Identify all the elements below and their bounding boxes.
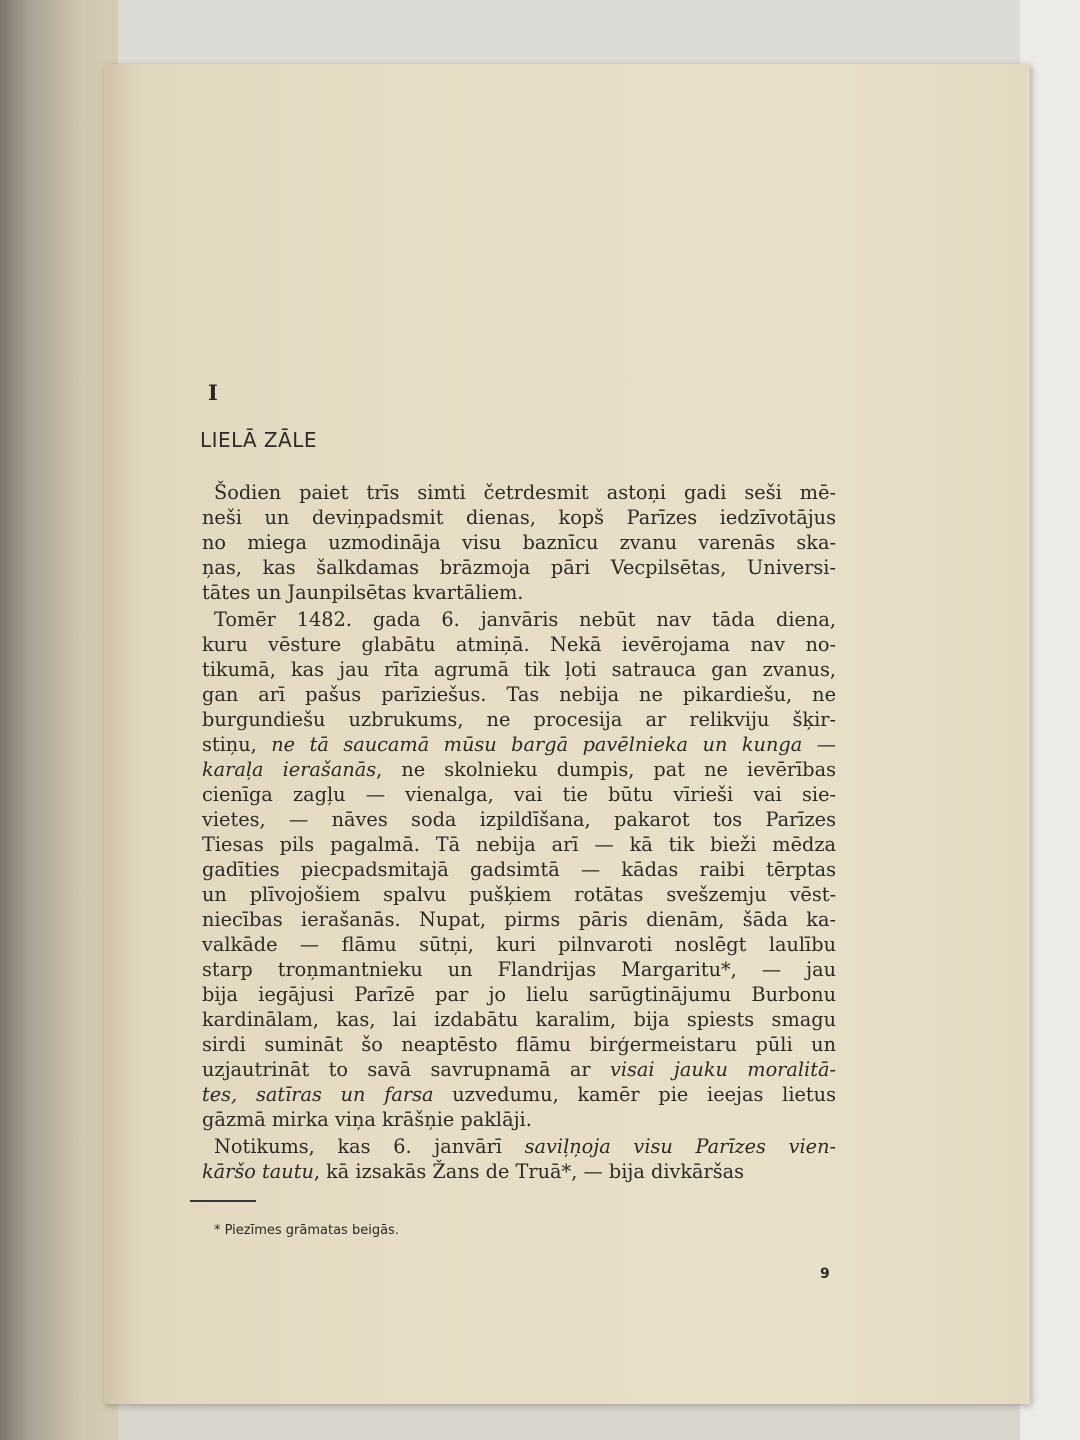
text: kardinālam, kas, lai izdabātu karalim, bija spiests smagu <box>202 1008 836 1031</box>
text: un plīvojošiem spalvu pušķiem rotātas svešzemju vēst- <box>202 883 836 906</box>
text-line <box>202 782 836 807</box>
paragraph <box>202 607 836 1132</box>
text-line <box>202 907 836 932</box>
text: vietes, — nāves soda izpildīšana, pakarot tos Parīzes <box>202 808 836 831</box>
text: uzjautrināt to savā savrupnamā ar <box>202 1058 610 1081</box>
footnote-divider <box>190 1200 256 1202</box>
text: ņas, kas šalkdamas brāzmoja pāri Vecpilsētas, Universi- <box>202 556 836 579</box>
paragraph <box>202 1134 836 1184</box>
text-line <box>202 982 836 1007</box>
text: kuru vēsture glabātu atmiņā. Nekā ievērojama nav no- <box>202 633 836 656</box>
text-line <box>202 1159 836 1184</box>
text-line <box>202 1032 836 1057</box>
text-line <box>202 857 836 882</box>
book-cover-edge <box>0 0 118 1440</box>
text: , ne skolnieku dumpis, pat ne ievērības <box>376 758 837 781</box>
italic-text: visai jauku moralitā- <box>609 1058 836 1081</box>
text: gadīties piecpadsmitajā gadsimtā — kādas raibi tērptas <box>202 858 836 881</box>
paragraph <box>202 480 836 605</box>
text: neši un deviņpadsmit dienas, kopš Parīzes iedzīvotājus <box>202 506 836 529</box>
text: cienīga zagļu — vienalga, vai tie būtu vīrieši vai sie- <box>202 783 836 806</box>
text-line <box>202 832 836 857</box>
text: gāzmā mirka viņa krāšņie paklāji. <box>202 1108 532 1131</box>
text: gan arī pašus parīziešus. Tas nebija ne pikardiešu, ne <box>202 683 836 706</box>
text-line <box>202 505 836 530</box>
text: Tiesas pils pagalmā. Tā nebija arī — kā tik bieži mēdza <box>202 833 836 856</box>
text-line <box>202 882 836 907</box>
text: Tomēr 1482. gada 6. janvāris nebūt nav tāda diena, <box>214 608 836 631</box>
text-line <box>202 1134 836 1159</box>
text: bija iegājusi Parīzē par jo lielu sarūgtinājumu Burbonu <box>202 983 836 1006</box>
text-line <box>202 732 836 757</box>
italic-text: kāršo tautu <box>202 1160 314 1183</box>
text-line <box>202 932 836 957</box>
text: niecības ierašanās. Nupat, pirms pāris dienām, šāda ka- <box>202 908 836 931</box>
page-number: 9 <box>820 1266 830 1282</box>
text-line <box>202 1057 836 1082</box>
text-line <box>202 480 836 505</box>
text-line <box>202 1007 836 1032</box>
text-line <box>202 682 836 707</box>
footnote: * Piezīmes grāmatas beigās. <box>214 1223 399 1238</box>
text: sirdi sumināt šo neaptēsto flāmu birģermeistaru pūli un <box>202 1033 836 1056</box>
text-line <box>202 530 836 555</box>
text-line <box>202 1082 836 1107</box>
text-line <box>202 555 836 580</box>
text-line <box>202 657 836 682</box>
body-text <box>202 480 836 1184</box>
text: uzvedumu, kamēr pie ieejas lietus <box>433 1083 836 1106</box>
background-top <box>104 0 1030 64</box>
chapter-number: I <box>208 380 218 405</box>
text: no miega uzmodināja visu baznīcu zvanu varenās ska- <box>202 531 836 554</box>
text: stiņu, <box>202 733 272 756</box>
text-line <box>202 580 836 605</box>
chapter-title: LIELĀ ZĀLE <box>200 428 318 452</box>
italic-text: karaļa ierašanās <box>202 758 377 781</box>
italic-text: tes, satīras un farsa <box>202 1083 434 1106</box>
text-line <box>202 607 836 632</box>
text: Šodien paiet trīs simti četrdesmit astoņi gadi seši mē- <box>214 481 836 504</box>
italic-text: saviļņoja visu Parīzes vien- <box>524 1135 837 1158</box>
text: tikumā, kas jau rīta agrumā tik ļoti satrauca gan zvanus, <box>202 658 836 681</box>
text-line <box>202 707 836 732</box>
text: Notikums, kas 6. janvārī <box>214 1135 525 1158</box>
text: burgundiešu uzbrukums, ne procesija ar relikviju šķir- <box>202 708 836 731</box>
text: , kā izsakās Žans de Truā*, — bija divkāršas <box>313 1160 745 1183</box>
text: valkāde — flāmu sūtņi, kuri pilnvaroti noslēgt laulību <box>202 933 836 956</box>
text-line <box>202 757 836 782</box>
text-line <box>202 957 836 982</box>
text-line <box>202 632 836 657</box>
italic-text: ne tā saucamā mūsu bargā pavēlnieka un kunga — <box>271 733 836 756</box>
text: tātes un Jaunpilsētas kvartāliem. <box>202 581 524 604</box>
text: starp troņmantnieku un Flandrijas Margaritu*, — jau <box>202 958 836 981</box>
text-line <box>202 1107 836 1132</box>
text-line <box>202 807 836 832</box>
